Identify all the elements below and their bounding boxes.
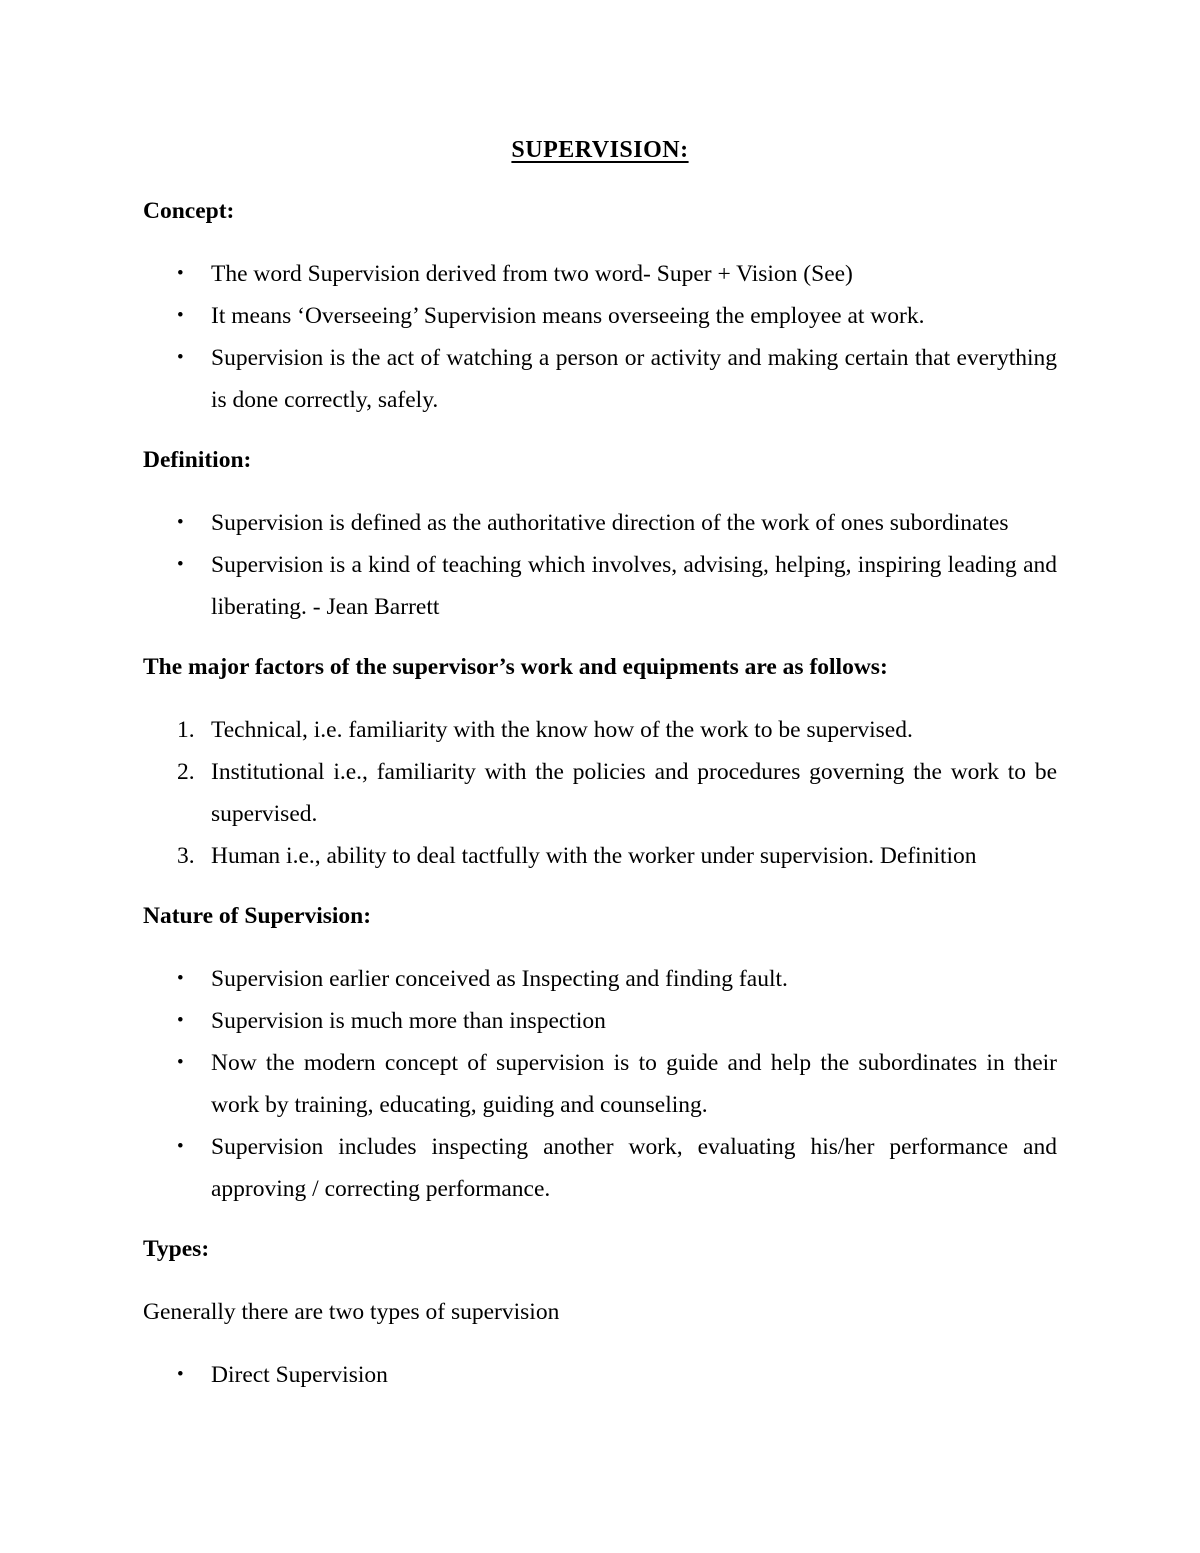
list-item (143, 253, 1057, 295)
section-heading-types: Types: (143, 1236, 210, 1262)
bullet-icon: • (177, 554, 184, 575)
list-item-text: Supervision is defined as the authoritative direction of the work of ones subordinates (211, 510, 1009, 536)
list-item-text: Human i.e., ability to deal tactfully with the worker under supervision. Definition (211, 843, 977, 869)
list-item (143, 751, 1057, 835)
list-item-text: Supervision earlier conceived as Inspecting and finding fault. (211, 966, 788, 992)
list-item (143, 709, 1057, 751)
definition-bullet-list (143, 502, 1057, 628)
bullet-icon: • (177, 1052, 184, 1073)
section-concept (143, 190, 1057, 421)
bullet-icon: • (177, 347, 184, 368)
list-item (143, 1126, 1057, 1210)
list-item-text: Supervision is the act of watching a person or activity and making certain that everything is done correctly, safely. (211, 345, 1057, 413)
types-bullet-list (143, 1354, 1057, 1396)
section-types (143, 1228, 1057, 1396)
document-title-text: SUPERVISION: (511, 137, 689, 163)
list-item (143, 1000, 1057, 1042)
bullet-icon: • (177, 1136, 184, 1157)
list-item (143, 958, 1057, 1000)
list-item (143, 337, 1057, 421)
section-major-factors (143, 646, 1057, 877)
list-item (143, 835, 1057, 877)
list-item-text: Supervision includes inspecting another work, evaluating his/her performance and approving / correcting performance. (211, 1134, 1057, 1202)
section-heading-definition: Definition: (143, 447, 252, 473)
section-heading-major-factors: The major factors of the supervisor’s work and equipments are as follows: (143, 654, 888, 680)
concept-bullet-list (143, 253, 1057, 421)
list-item (143, 502, 1057, 544)
list-number: 1. (177, 717, 195, 743)
list-item-text: The word Supervision derived from two word- Super + Vision (See) (211, 261, 853, 287)
bullet-icon: • (177, 512, 184, 533)
list-item-text: Supervision is much more than inspection (211, 1008, 606, 1034)
list-item-text: Now the modern concept of supervision is to guide and help the subordinates in their work by training, educating, guiding and counseling. (211, 1050, 1057, 1118)
bullet-icon: • (177, 1010, 184, 1031)
list-item-text: Direct Supervision (211, 1362, 388, 1388)
section-heading-nature: Nature of Supervision: (143, 903, 372, 929)
list-item-text: Institutional i.e., familiarity with the policies and procedures governing the work to be supervised. (211, 759, 1057, 827)
bullet-icon: • (177, 263, 184, 284)
list-number: 3. (177, 843, 195, 869)
types-intro-paragraph: Generally there are two types of supervision (143, 1299, 560, 1325)
major-factors-numbered-list (143, 709, 1057, 877)
list-item-text: Supervision is a kind of teaching which involves, advising, helping, inspiring leading and liberating. - Jean Barrett (211, 552, 1057, 620)
list-number: 2. (177, 759, 195, 785)
bullet-icon: • (177, 305, 184, 326)
list-item-text: It means ‘Overseeing’ Supervision means overseeing the employee at work. (211, 303, 925, 329)
list-item-text: Technical, i.e. familiarity with the know how of the work to be supervised. (211, 717, 913, 743)
document-title (143, 128, 1057, 172)
nature-bullet-list (143, 958, 1057, 1210)
section-nature (143, 895, 1057, 1210)
bullet-icon: • (177, 968, 184, 989)
section-heading-concept: Concept: (143, 198, 235, 224)
bullet-icon: • (177, 1364, 184, 1385)
list-item (143, 1354, 1057, 1396)
list-item (143, 295, 1057, 337)
list-item (143, 1042, 1057, 1126)
section-definition (143, 439, 1057, 628)
list-item (143, 544, 1057, 628)
